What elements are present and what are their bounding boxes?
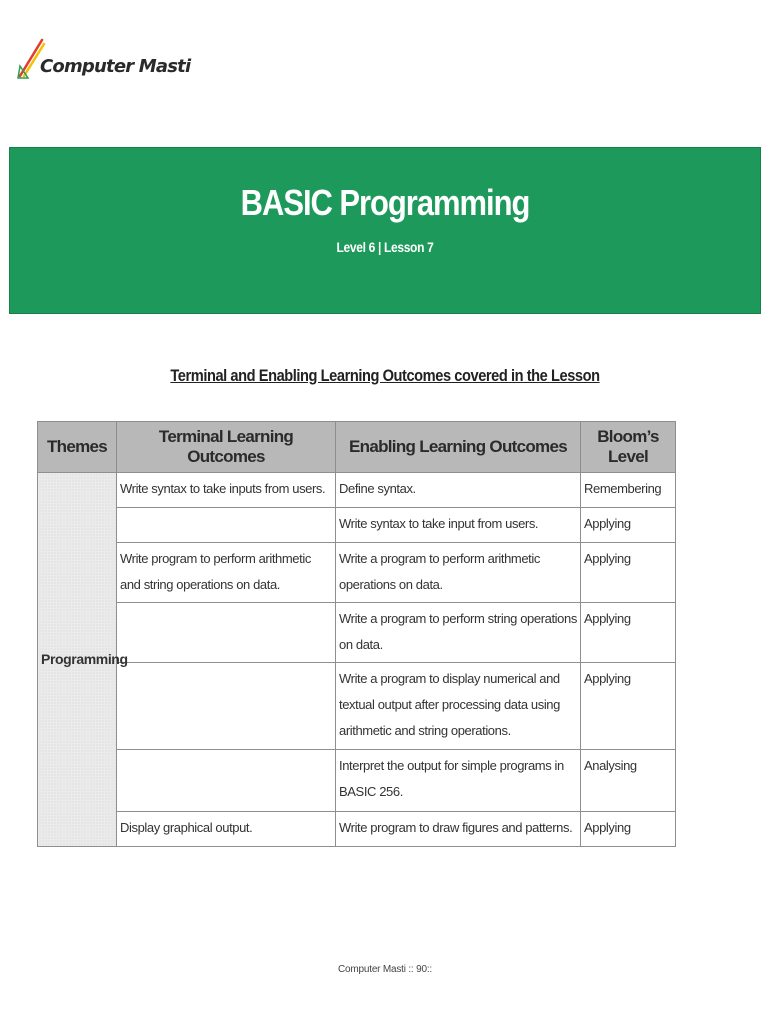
enabling-outcome: Interpret the output for simple programs in BASIC 256. [336,750,581,812]
section-heading: Terminal and Enabling Learning Outcomes covered in the Lesson [170,366,600,385]
terminal-outcome: Display graphical output. [117,812,336,847]
page-title: BASIC Programming [240,182,530,223]
blooms-level: Applying [581,603,676,663]
enabling-outcome: Write a program to display numerical and textual output after processing data using arithmetic and string operations. [336,663,581,750]
table-row [38,663,676,750]
enabling-outcome: Write program to draw figures and patterns. [336,812,581,847]
header-themes: Themes [38,422,117,473]
table-row [38,543,676,603]
enabling-outcome: Define syntax. [336,473,581,508]
lesson-subtitle: Level 6 | Lesson 7 [336,239,434,255]
header-terminal-outcomes: Terminal Learning Outcomes [117,422,336,473]
blooms-level: Applying [581,508,676,543]
title-banner [9,147,761,314]
table-row [38,508,676,543]
terminal-outcome [117,603,336,663]
enabling-outcome: Write a program to perform arithmetic operations on data. [336,543,581,603]
blooms-level: Analysing [581,750,676,812]
blooms-level: Applying [581,812,676,847]
page-footer: Computer Masti :: 90:: [338,964,432,975]
terminal-outcome [117,750,336,812]
blooms-level: Applying [581,663,676,750]
header-enabling-outcomes: Enabling Learning Outcomes [336,422,581,473]
terminal-outcome: Write syntax to take inputs from users. [117,473,336,508]
logo [16,36,206,92]
logo-text: Computer Masti [40,56,191,77]
table-row [38,603,676,663]
terminal-outcome [117,663,336,750]
table-row [38,750,676,812]
table-row [38,473,676,508]
enabling-outcome: Write syntax to take input from users. [336,508,581,543]
enabling-outcome: Write a program to perform string operations on data. [336,603,581,663]
outcomes-table [37,421,676,847]
terminal-outcome [117,508,336,543]
header-blooms-level: Bloom’s Level [581,422,676,473]
theme-cell: Programming [38,473,117,847]
table-header-row [38,422,676,473]
table-row [38,812,676,847]
blooms-level: Applying [581,543,676,603]
blooms-level: Remembering [581,473,676,508]
terminal-outcome: Write program to perform arithmetic and string operations on data. [117,543,336,603]
